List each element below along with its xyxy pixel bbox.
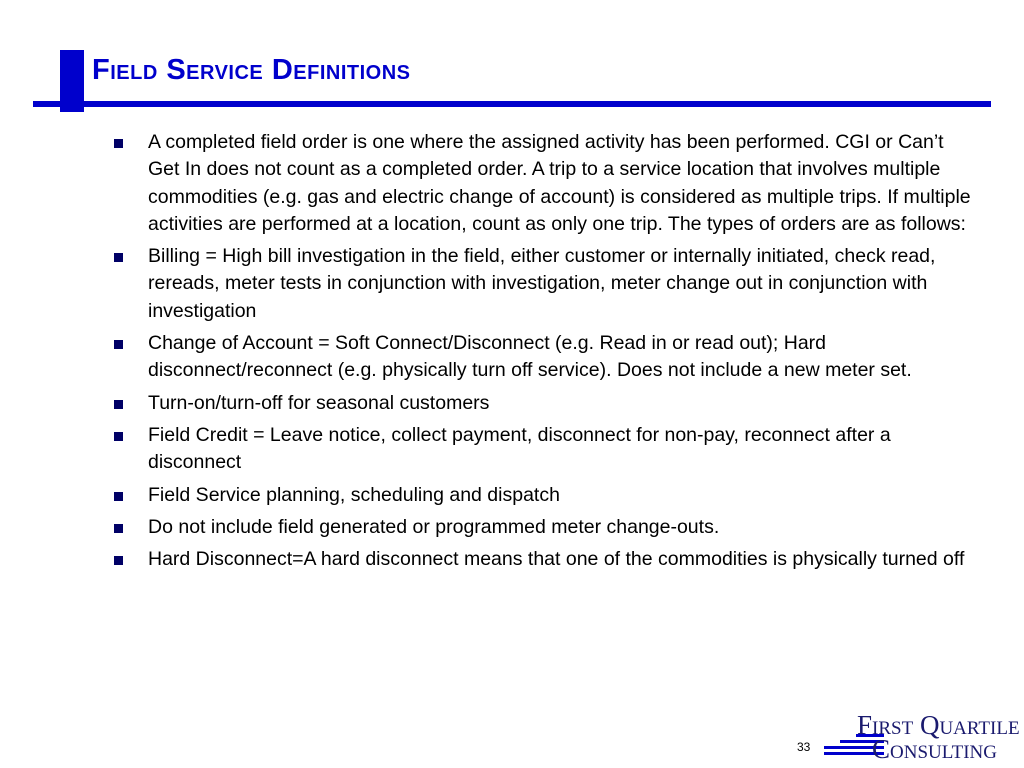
- bullet-item: [112, 243, 972, 325]
- bullet-item: [112, 482, 972, 509]
- bullet-text: Billing = High bill investigation in the field, either customer or internally initiated, check read, rereads, meter tests in conjunction with investigation, meter change out in conjunction with investigation: [148, 245, 936, 322]
- square-bullet-icon: [114, 340, 123, 349]
- bullet-text: Turn-on/turn-off for seasonal customers: [148, 391, 490, 414]
- page-number: 33: [797, 740, 811, 754]
- logo-line-2: Consulting: [872, 734, 997, 764]
- company-logo: [820, 712, 1020, 762]
- square-bullet-icon: [114, 556, 123, 565]
- bullet-item: [112, 422, 972, 477]
- square-bullet-icon: [114, 139, 123, 148]
- bullet-text: A completed field order is one where the assigned activity has been performed. CGI or Can’t Get In does not count as a completed order. A trip to a service location that involves multiple commodities (e.g. gas and electric change of account) is considered as multiple trips. If multiple activities are performed at a location, count as only one trip. The types of orders are as follows:: [148, 131, 971, 235]
- logo-line-1: First Quartile: [857, 710, 1020, 740]
- bullet-text: Field Service planning, scheduling and dispatch: [148, 483, 560, 506]
- bullet-text: Change of Account = Soft Connect/Disconnect (e.g. Read in or read out); Hard disconnect/reconnect (e.g. physically turn off service). Does not include a new meter set.: [148, 332, 912, 382]
- bullet-item: [112, 546, 972, 573]
- bullet-text: Do not include field generated or programmed meter change-outs.: [148, 515, 720, 538]
- slide-title: Field Service Definitions: [92, 54, 411, 86]
- title-underline-rule: [33, 101, 991, 107]
- bullet-item: [112, 129, 972, 238]
- square-bullet-icon: [114, 524, 123, 533]
- bullet-list: [112, 129, 972, 578]
- square-bullet-icon: [114, 492, 123, 501]
- bullet-text: Hard Disconnect=A hard disconnect means that one of the commodities is physically turned off: [148, 548, 965, 571]
- square-bullet-icon: [114, 432, 123, 441]
- bullet-text: Field Credit = Leave notice, collect payment, disconnect for non-pay, reconnect after a disconnect: [148, 423, 891, 474]
- bullet-item: [112, 330, 972, 385]
- square-bullet-icon: [114, 400, 123, 409]
- bullet-item: [112, 514, 972, 541]
- square-bullet-icon: [114, 253, 123, 262]
- bullet-item: [112, 390, 972, 417]
